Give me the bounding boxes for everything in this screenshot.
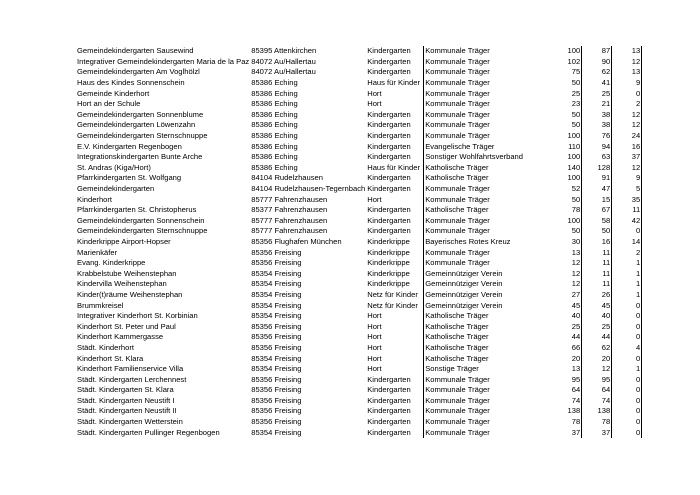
facility-type-cell: Kindergarten — [367, 374, 411, 384]
facility-name-cell: Gemeindekindergarten Sternschnuppe — [77, 131, 208, 141]
location-cell: 85354 Freising — [251, 289, 302, 299]
occupied-cell: 47 — [582, 184, 612, 195]
occupied-cell: 11 — [582, 268, 612, 279]
free-places-cell: 12 — [612, 120, 642, 131]
capacity-cell: 12 — [571, 258, 581, 268]
capacity-cell: 74 — [571, 395, 581, 405]
facility-type-cell: Kindergarten — [367, 215, 411, 225]
occupied-cell: 12 — [582, 364, 612, 375]
location-cell: 85777 Fahrenzhausen — [251, 215, 328, 225]
facility-type-cell: Hort — [367, 353, 382, 363]
capacity-cell: 13 — [571, 247, 581, 257]
free-places-cell: 0 — [612, 226, 642, 237]
free-places-cell: 0 — [612, 385, 642, 396]
facility-name-cell: Städt. Kindergarten Wetterstein — [77, 417, 183, 427]
capacity-cell: 110 — [568, 141, 581, 151]
facility-name-cell: Kinderhort — [77, 194, 113, 204]
free-places-cell: 24 — [612, 131, 642, 142]
free-places-cell: 0 — [612, 353, 642, 364]
occupied-cell: 38 — [582, 110, 612, 121]
occupied-cell: 15 — [582, 194, 612, 205]
occupied-cell: 37 — [582, 427, 612, 438]
table-row — [76, 406, 642, 417]
capacity-cell: 13 — [571, 364, 581, 374]
table-row — [76, 300, 642, 311]
capacity-cell: 52 — [571, 184, 581, 194]
table-row — [76, 120, 642, 131]
free-places-cell: 14 — [612, 237, 642, 248]
occupied-cell: 26 — [582, 290, 612, 301]
capacity-cell: 20 — [571, 353, 581, 363]
location-cell: 85356 Freising — [251, 321, 302, 331]
provider-cell: Katholische Träger — [424, 205, 551, 216]
occupied-cell: 20 — [582, 353, 612, 364]
facility-type-cell: Kinderkrippe — [367, 236, 410, 246]
facility-name-cell: Kindervilla Weihenstephan — [77, 279, 167, 289]
facility-type-cell: Kinderkrippe — [367, 279, 410, 289]
provider-cell: Gemeinnütziger Verein — [424, 300, 551, 311]
facility-type-cell: Kindergarten — [367, 46, 411, 56]
capacity-cell: 50 — [571, 109, 581, 119]
capacity-cell: 27 — [571, 289, 581, 299]
facility-name-cell: Pfarrkindergarten St. Christopherus — [77, 205, 197, 215]
provider-cell: Katholische Träger — [424, 353, 551, 364]
location-cell: 85356 Freising — [251, 247, 302, 257]
provider-cell: Sonstiger Wohlfahrtsverband — [424, 152, 551, 163]
occupied-cell: 67 — [582, 205, 612, 216]
capacity-cell: 64 — [571, 385, 581, 395]
location-cell: 85386 Eching — [251, 78, 298, 88]
capacity-cell: 78 — [571, 205, 581, 215]
occupied-cell: 63 — [582, 152, 612, 163]
table-row — [76, 364, 642, 375]
free-places-cell: 12 — [612, 57, 642, 68]
free-places-cell: 2 — [612, 99, 642, 110]
facility-name-cell: Kinderkrippe Airport-Hopser — [77, 236, 171, 246]
facility-type-cell: Kindergarten — [367, 385, 411, 395]
facility-type-cell: Kindergarten — [367, 417, 411, 427]
facility-name-cell: E.V. Kindergarten Regenbogen — [77, 141, 182, 151]
free-places-cell: 2 — [612, 247, 642, 258]
free-places-cell: 42 — [612, 216, 642, 227]
table-row — [76, 332, 642, 343]
occupied-cell: 76 — [582, 131, 612, 142]
facility-name-cell: Gemeindekindergarten — [77, 184, 155, 194]
location-cell: 85386 Eching — [251, 152, 298, 162]
capacity-cell: 66 — [571, 342, 581, 352]
provider-cell: Kommunale Träger — [424, 417, 551, 428]
occupied-cell: 50 — [582, 226, 612, 237]
free-places-cell: 0 — [612, 396, 642, 407]
provider-cell: Sonstige Träger — [424, 364, 551, 375]
occupied-cell: 41 — [582, 78, 612, 89]
occupied-cell: 78 — [582, 417, 612, 428]
location-cell: 85386 Eching — [251, 109, 298, 119]
facility-name-cell: Integrationskindergarten Bunte Arche — [77, 152, 203, 162]
facility-name-cell: Städt. Kindergarten Pullinger Regenbogen — [77, 427, 220, 437]
table-row — [76, 216, 642, 227]
provider-cell: Kommunale Träger — [424, 67, 551, 78]
provider-cell: Kommunale Träger — [424, 396, 551, 407]
location-cell: 85386 Eching — [251, 99, 298, 109]
location-cell: 85356 Freising — [251, 395, 302, 405]
free-places-cell: 12 — [612, 163, 642, 174]
table-row — [76, 427, 642, 438]
facility-type-cell: Kindergarten — [367, 109, 411, 119]
provider-cell: Katholische Träger — [424, 311, 551, 322]
provider-cell: Kommunale Träger — [424, 406, 551, 417]
occupied-cell: 44 — [582, 332, 612, 343]
table-row — [76, 268, 642, 279]
table-row — [76, 110, 642, 121]
free-places-cell: 0 — [612, 332, 642, 343]
location-cell: 85354 Freising — [251, 279, 302, 289]
location-cell: 85386 Eching — [251, 88, 298, 98]
facility-type-cell: Kindergarten — [367, 131, 411, 141]
facility-name-cell: Kinderhort St. Peter und Paul — [77, 321, 176, 331]
location-cell: 85354 Freising — [251, 364, 302, 374]
facility-name-cell: Kinderhort Familienservice Villa — [77, 364, 184, 374]
location-cell: 84104 Rudelzhausen — [251, 173, 323, 183]
provider-cell: Bayerisches Rotes Kreuz — [424, 237, 551, 248]
facility-type-cell: Hort — [367, 88, 382, 98]
facility-name-cell: Kinderhort Kammergasse — [77, 332, 164, 342]
capacity-cell: 12 — [571, 279, 581, 289]
table-row — [76, 353, 642, 364]
occupied-cell: 87 — [582, 46, 612, 57]
location-cell: 85354 Freising — [251, 427, 302, 437]
provider-cell: Gemeinnütziger Verein — [424, 279, 551, 290]
free-places-cell: 1 — [612, 258, 642, 269]
provider-cell: Evangelische Träger — [424, 141, 551, 152]
occupied-cell: 25 — [582, 321, 612, 332]
table-row — [76, 396, 642, 407]
table-row — [76, 184, 642, 195]
free-places-cell: 9 — [612, 78, 642, 89]
facility-type-cell: Hort — [367, 321, 382, 331]
facility-name-cell: Kinder(t)räume Weihenstephan — [77, 289, 183, 299]
occupied-cell: 11 — [582, 247, 612, 258]
provider-cell: Kommunale Träger — [424, 78, 551, 89]
free-places-cell: 0 — [612, 300, 642, 311]
table-row — [76, 374, 642, 385]
facility-type-cell: Kindergarten — [367, 406, 411, 416]
occupied-cell: 16 — [582, 237, 612, 248]
capacity-cell: 50 — [571, 78, 581, 88]
provider-cell: Kommunale Träger — [424, 247, 551, 258]
capacity-cell: 23 — [571, 99, 581, 109]
facility-type-cell: Hort — [367, 311, 382, 321]
table-row — [76, 131, 642, 142]
facility-type-cell: Kindergarten — [367, 184, 411, 194]
facility-name-cell: Gemeindekindergarten Sternschnuppe — [77, 226, 208, 236]
provider-cell: Katholische Träger — [424, 332, 551, 343]
free-places-cell: 35 — [612, 194, 642, 205]
free-places-cell: 1 — [612, 279, 642, 290]
provider-cell: Kommunale Träger — [424, 131, 551, 142]
provider-cell: Katholische Träger — [424, 321, 551, 332]
table-row — [76, 226, 642, 237]
location-cell: 85356 Flughafen München — [251, 236, 342, 246]
facility-name-cell: Haus des Kindes Sonnenschein — [77, 78, 185, 88]
occupied-cell: 91 — [582, 173, 612, 184]
facility-type-cell: Kindergarten — [367, 395, 411, 405]
facility-type-cell: Kindergarten — [367, 173, 411, 183]
facility-name-cell: Gemeindekindergarten Löwenzahn — [77, 120, 196, 130]
facility-type-cell: Kindergarten — [367, 205, 411, 215]
free-places-cell: 16 — [612, 141, 642, 152]
provider-cell: Kommunale Träger — [424, 427, 551, 438]
table-row — [76, 417, 642, 428]
location-cell: 84072 Au/Hallertau — [251, 67, 316, 77]
provider-cell: Kommunale Träger — [424, 88, 551, 99]
location-cell: 85386 Eching — [251, 120, 298, 130]
location-cell: 85356 Freising — [251, 374, 302, 384]
facility-name-cell: Städt. Kinderhort — [77, 342, 134, 352]
free-places-cell: 0 — [612, 406, 642, 417]
capacity-cell: 12 — [571, 268, 581, 278]
location-cell: 85386 Eching — [251, 162, 298, 172]
free-places-cell: 0 — [612, 417, 642, 428]
provider-cell: Kommunale Träger — [424, 374, 551, 385]
free-places-cell: 1 — [612, 290, 642, 301]
capacity-cell: 100 — [567, 152, 581, 162]
facility-type-cell: Haus für Kinder — [367, 162, 420, 172]
location-cell: 85356 Freising — [251, 417, 302, 427]
location-cell: 84104 Rudelzhausen-Tegernbach — [251, 184, 366, 194]
location-cell: 85356 Freising — [251, 342, 302, 352]
facility-type-cell: Kinderkrippe — [367, 247, 410, 257]
facility-name-cell: Gemeindekindergarten Sonnenschein — [77, 215, 205, 225]
facility-type-cell: Haus für Kinder — [367, 78, 420, 88]
table-row — [76, 152, 642, 163]
table-row — [76, 321, 642, 332]
facility-name-cell: Städt. Kindergarten Lerchennest — [77, 374, 187, 384]
capacity-cell: 138 — [567, 406, 581, 416]
table-row — [76, 343, 642, 354]
provider-cell: Kommunale Träger — [424, 194, 551, 205]
occupied-cell: 95 — [582, 374, 612, 385]
capacity-cell: 102 — [567, 56, 581, 66]
free-places-cell: 13 — [612, 67, 642, 78]
free-places-cell: 12 — [612, 110, 642, 121]
occupied-cell: 38 — [582, 120, 612, 131]
facility-name-cell: Gemeindekindergarten Am Voglhölzl — [77, 67, 200, 77]
location-cell: 85356 Freising — [251, 406, 302, 416]
provider-cell: Kommunale Träger — [424, 120, 551, 131]
location-cell: 85354 Freising — [251, 311, 302, 321]
occupied-cell: 74 — [582, 396, 612, 407]
facility-type-cell: Hort — [367, 332, 382, 342]
table-row — [76, 385, 642, 396]
provider-cell: Gemeinnütziger Verein — [424, 268, 551, 279]
facility-type-cell: Kindergarten — [367, 67, 411, 77]
table-row — [76, 78, 642, 89]
capacity-cell: 95 — [571, 374, 581, 384]
occupied-cell: 25 — [582, 88, 612, 99]
provider-cell: Kommunale Träger — [424, 57, 551, 68]
location-cell: 85356 Freising — [251, 385, 302, 395]
free-places-cell: 0 — [612, 427, 642, 438]
facility-type-cell: Hort — [367, 99, 382, 109]
facility-name-cell: Brummkreisel — [77, 300, 124, 310]
location-cell: 85354 Freising — [251, 300, 302, 310]
provider-cell: Katholische Träger — [424, 343, 551, 354]
occupied-cell: 58 — [582, 216, 612, 227]
occupied-cell: 90 — [582, 57, 612, 68]
provider-cell: Kommunale Träger — [424, 258, 551, 269]
facility-type-cell: Hort — [367, 342, 382, 352]
capacity-cell: 25 — [571, 88, 581, 98]
table-row — [76, 311, 642, 322]
table-row — [76, 279, 642, 290]
free-places-cell: 13 — [612, 46, 642, 57]
facility-type-cell: Hort — [367, 364, 382, 374]
free-places-cell: 4 — [612, 343, 642, 354]
free-places-cell: 5 — [612, 184, 642, 195]
table-row — [76, 194, 642, 205]
provider-cell: Kommunale Träger — [424, 110, 551, 121]
location-cell: 85354 Freising — [251, 268, 302, 278]
capacity-cell: 30 — [571, 236, 581, 246]
facility-name-cell: Gemeindekindergarten Sonnenblume — [77, 109, 204, 119]
occupied-cell: 128 — [582, 163, 612, 174]
occupied-cell: 11 — [582, 279, 612, 290]
facility-type-cell: Kindergarten — [367, 120, 411, 130]
free-places-cell: 9 — [612, 173, 642, 184]
occupied-cell: 62 — [582, 343, 612, 354]
facility-type-cell: Kinderkrippe — [367, 268, 410, 278]
capacity-cell: 100 — [567, 131, 581, 141]
table-body — [76, 46, 642, 438]
capacity-cell: 25 — [571, 321, 581, 331]
table-row — [76, 247, 642, 258]
free-places-cell: 1 — [612, 268, 642, 279]
provider-cell: Kommunale Träger — [424, 216, 551, 227]
location-cell: 85777 Fahrenzhausen — [251, 226, 328, 236]
facility-name-cell: Gemeindekindergarten Sausewind — [77, 46, 194, 56]
location-cell: 84072 Au/Hallertau — [251, 56, 316, 66]
free-places-cell: 11 — [612, 205, 642, 216]
table-row — [76, 163, 642, 174]
table-row — [76, 57, 642, 68]
capacity-cell: 45 — [571, 300, 581, 310]
table-row — [76, 46, 642, 57]
location-cell: 85377 Fahrenzhausen — [251, 205, 328, 215]
capacity-cell: 100 — [567, 173, 581, 183]
facility-name-cell: Gemeinde Kinderhort — [77, 88, 150, 98]
provider-cell: Kommunale Träger — [424, 46, 551, 57]
location-cell: 85356 Freising — [251, 258, 302, 268]
table-row — [76, 141, 642, 152]
facility-name-cell: Integrativer Kinderhort St. Korbinian — [77, 311, 198, 321]
table-row — [76, 67, 642, 78]
free-places-cell: 37 — [612, 152, 642, 163]
facility-type-cell: Netz für Kinder — [367, 300, 418, 310]
kindergarten-table — [76, 46, 642, 438]
provider-cell: Kommunale Träger — [424, 226, 551, 237]
provider-cell: Kommunale Träger — [424, 184, 551, 195]
table-row — [76, 290, 642, 301]
facility-name-cell: Krabbelstube Weihenstephan — [77, 268, 177, 278]
capacity-cell: 100 — [567, 46, 581, 56]
free-places-cell: 1 — [612, 364, 642, 375]
capacity-cell: 75 — [571, 67, 581, 77]
capacity-cell: 50 — [571, 194, 581, 204]
free-places-cell: 0 — [612, 311, 642, 322]
table-row — [76, 99, 642, 110]
location-cell: 85777 Fahrenzhausen — [251, 194, 328, 204]
location-cell: 85386 Eching — [251, 141, 298, 151]
facility-name-cell: Kinderhort St. Klara — [77, 353, 144, 363]
occupied-cell: 45 — [582, 300, 612, 311]
facility-type-cell: Kindergarten — [367, 141, 411, 151]
facility-name-cell: Hort an der Schule — [77, 99, 141, 109]
capacity-cell: 44 — [571, 332, 581, 342]
facility-type-cell: Kindergarten — [367, 226, 411, 236]
provider-cell: Katholische Träger — [424, 163, 551, 174]
table-row — [76, 237, 642, 248]
capacity-cell: 140 — [567, 162, 581, 172]
capacity-cell: 100 — [567, 215, 581, 225]
facility-name-cell: Integrativer Gemeindekindergarten Maria de la Paz — [77, 56, 250, 66]
facility-type-cell: Kindergarten — [367, 56, 411, 66]
table-row — [76, 258, 642, 269]
facility-name-cell: Städt. Kindergarten Neustift II — [77, 406, 177, 416]
location-cell: 85386 Eching — [251, 131, 298, 141]
free-places-cell: 0 — [612, 374, 642, 385]
table-row — [76, 88, 642, 99]
facility-name-cell: Städt. Kindergarten St. Klara — [77, 385, 174, 395]
occupied-cell: 62 — [582, 67, 612, 78]
occupied-cell: 11 — [582, 258, 612, 269]
facility-type-cell: Kindergarten — [367, 427, 411, 437]
facility-name-cell: Pfarrkindergarten St. Wolfgang — [77, 173, 182, 183]
facility-name-cell: Marienkäfer — [77, 247, 118, 257]
provider-cell: Katholische Träger — [424, 173, 551, 184]
facility-type-cell: Kinderkrippe — [367, 258, 410, 268]
occupied-cell: 21 — [582, 99, 612, 110]
table-row — [76, 205, 642, 216]
facility-name-cell: Städt. Kindergarten Neustift I — [77, 395, 175, 405]
facility-type-cell: Kindergarten — [367, 152, 411, 162]
facility-name-cell: Evang. Kinderkrippe — [77, 258, 146, 268]
occupied-cell: 94 — [582, 141, 612, 152]
free-places-cell: 0 — [612, 88, 642, 99]
occupied-cell: 138 — [582, 406, 612, 417]
table-row — [76, 173, 642, 184]
location-cell: 85356 Freising — [251, 332, 302, 342]
facility-type-cell: Netz für Kinder — [367, 289, 418, 299]
capacity-cell: 40 — [571, 311, 581, 321]
provider-cell: Kommunale Träger — [424, 99, 551, 110]
occupied-cell: 64 — [582, 385, 612, 396]
occupied-cell: 40 — [582, 311, 612, 322]
free-places-cell: 0 — [612, 321, 642, 332]
capacity-cell: 37 — [571, 427, 581, 437]
capacity-cell: 50 — [571, 226, 581, 236]
facility-type-cell: Hort — [367, 194, 382, 204]
provider-cell: Gemeinnütziger Verein — [424, 290, 551, 301]
facility-name-cell: St. Andras (Kiga/Hort) — [77, 162, 151, 172]
location-cell: 85395 Attenkirchen — [251, 46, 317, 56]
capacity-cell: 50 — [571, 120, 581, 130]
capacity-cell: 78 — [571, 417, 581, 427]
provider-cell: Kommunale Träger — [424, 385, 551, 396]
location-cell: 85354 Freising — [251, 353, 302, 363]
